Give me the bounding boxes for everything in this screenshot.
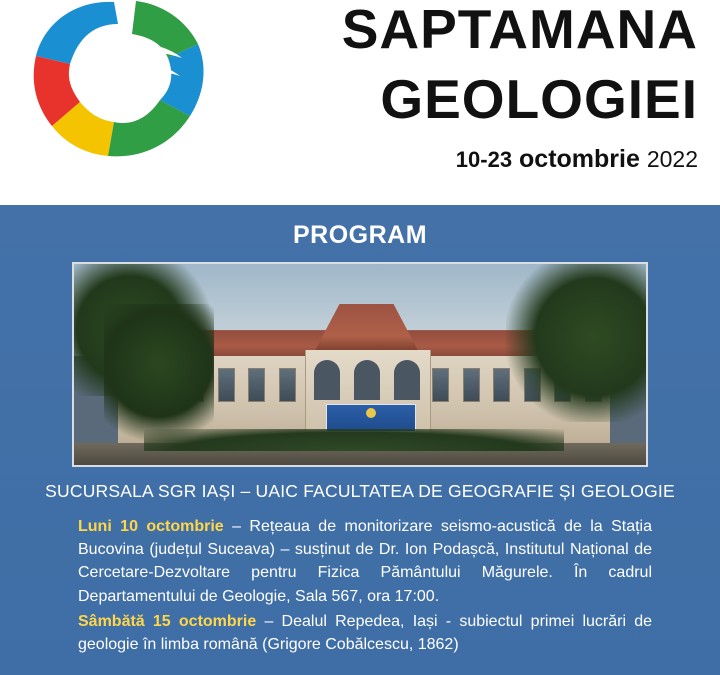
title-block xyxy=(228,0,698,174)
program-entry xyxy=(78,515,652,608)
entry-day-label: Luni 10 octombrie xyxy=(78,518,224,535)
date-year: 2022 xyxy=(646,145,698,172)
program-entry xyxy=(78,610,652,656)
photo-arches xyxy=(314,360,420,402)
photo-banner xyxy=(326,404,416,432)
entry-day-label: Sâmbătă 15 octombrie xyxy=(78,612,257,630)
program-section xyxy=(0,205,720,675)
poster-title-line1: SAPTAMANA xyxy=(341,0,698,60)
entry-text: – Dealul Repedea, Iași - subiectul primei lucrări de geologie în limba română (Grigore Cobălcescu, 1862) xyxy=(78,612,653,653)
poster-title-line2: GEOLOGIEI xyxy=(380,68,698,130)
program-entries xyxy=(78,515,652,658)
program-heading: PROGRAM xyxy=(292,221,428,249)
branch-line: SUCURSALA SGR IAȘI – UAIC FACULTATEA DE GEOGRAFIE ȘI GEOLOGIE xyxy=(45,481,675,501)
faculty-building-photo xyxy=(72,262,648,467)
entry-text: – Rețeaua de monitorizare seismo-acustică de la Stația Bucovina (județul Suceava) – susținut de Dr. Ion Podașcă, Institutul Național de Cercetare-Dezvoltare pentru Fizica Pământului Măgurele. În cadrul Departamentului de Geologie, Sala 567, ora 17:00. xyxy=(78,518,653,605)
photo-tree-right xyxy=(506,262,648,422)
date-month: octombrie xyxy=(519,144,640,173)
poster-dates xyxy=(228,145,698,174)
photo-tree-left-2 xyxy=(104,304,214,454)
date-range: 10-23 xyxy=(455,146,513,172)
saptamana-geologiei-logo xyxy=(22,0,232,174)
poster-header xyxy=(0,0,720,205)
